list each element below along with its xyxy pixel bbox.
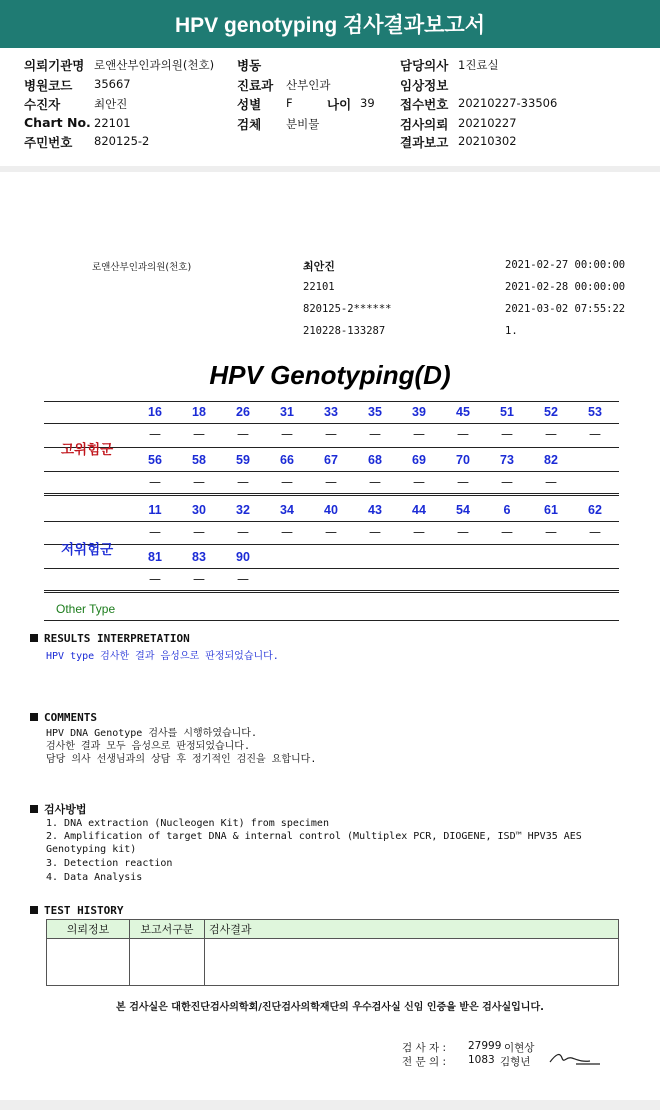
header-col1-2-label: 수진자 [24, 97, 61, 112]
genotype-result: — [149, 475, 161, 489]
grid-line [44, 493, 619, 496]
header-col3-0-value: 1진료실 [458, 58, 499, 72]
bullet-square-icon [30, 713, 38, 721]
genotype-result: — [237, 475, 249, 489]
history-col-report-type: 보고서구분 [130, 920, 205, 939]
report-title: HPV genotyping 검사결과보고서 [174, 14, 485, 37]
genotype-number: 62 [588, 503, 602, 517]
genotype-number: 11 [148, 503, 162, 517]
header-col1-3-label: Chart No. [24, 115, 91, 130]
test-history-table [46, 919, 619, 986]
genotype-result: — [281, 475, 293, 489]
genotype-result: — [589, 427, 601, 441]
genotype-number: 6 [503, 503, 511, 517]
genotype-result: — [149, 525, 161, 539]
genotype-result: — [149, 572, 161, 586]
chart-number: 22101 [303, 281, 335, 293]
genotype-number: 90 [236, 550, 250, 564]
genotype-result: — [237, 427, 249, 441]
grid-line [44, 544, 619, 545]
sequence-number: 1. [505, 325, 518, 337]
header-col1-1-value: 35667 [94, 77, 131, 91]
header-col3-3-value: 20210227 [458, 116, 517, 130]
genotype-number: 73 [500, 453, 514, 467]
report-title-bar [0, 0, 660, 48]
genotype-result: — [545, 525, 557, 539]
method-line: Genotyping kit) [46, 844, 137, 855]
clinic-name: 로앤산부인과의원(천호) [92, 262, 192, 273]
header-col3-2-value: 20210227-33506 [458, 96, 558, 110]
genotype-result: — [325, 525, 337, 539]
date-tested: 2021-02-28 00:00:00 [505, 281, 626, 293]
method-heading: 검사방법 [30, 801, 87, 817]
genotype-result: — [413, 475, 425, 489]
genotype-number: 54 [456, 503, 470, 517]
genotype-result: — [369, 525, 381, 539]
genotype-result: — [369, 427, 381, 441]
grid-line [44, 423, 619, 424]
grid-line [44, 620, 619, 621]
header-col1-4-label: 주민번호 [24, 135, 73, 150]
tester-id: 27999 [468, 1040, 502, 1052]
grid-line [44, 401, 619, 402]
genotype-result: — [501, 525, 513, 539]
grid-line [44, 447, 619, 448]
header-col3-1-label: 임상정보 [400, 78, 449, 93]
history-cell [130, 939, 205, 986]
patient-name: 최안진 [303, 260, 335, 273]
date-reported: 2021-03-02 07:55:22 [505, 303, 626, 315]
tester-role: 검 사 자 : [402, 1042, 446, 1054]
genotype-number: 16 [148, 405, 162, 419]
header-col1-1-label: 병원코드 [24, 78, 73, 93]
header-col2-3-label: 검체 [237, 117, 262, 132]
header-col2-3-value: 분비물 [286, 117, 320, 131]
tester-name: 이현상 [504, 1042, 535, 1054]
genotype-number: 66 [280, 453, 294, 467]
header-col2-1-label: 진료과 [237, 78, 274, 93]
genotype-result: — [501, 427, 513, 441]
genotype-number: 43 [368, 503, 382, 517]
history-col-request: 의뢰정보 [47, 920, 130, 939]
patient-header [0, 48, 660, 167]
low-risk-label: 저위험군 [61, 542, 114, 558]
genotype-result: — [457, 525, 469, 539]
high-risk-label: 고위험군 [61, 442, 114, 458]
genotype-result: — [237, 525, 249, 539]
genotype-result: — [281, 525, 293, 539]
bullet-square-icon [30, 805, 38, 813]
header-col1-0-label: 의뢰기관명 [24, 58, 85, 73]
bullet-square-icon [30, 906, 38, 914]
genotype-result: — [413, 525, 425, 539]
genotype-number: 18 [192, 405, 206, 419]
genotype-result: — [237, 572, 249, 586]
doctor-name: 김형년 [500, 1056, 531, 1068]
genotype-number: 45 [456, 405, 470, 419]
genotype-number: 26 [236, 405, 250, 419]
header-col1-0-value: 로앤산부인과의원(천호) [94, 58, 215, 72]
date-received: 2021-02-27 00:00:00 [505, 259, 626, 271]
header-col1-4-value: 820125-2 [94, 134, 150, 148]
genotype-result: — [193, 572, 205, 586]
genotype-result: — [457, 475, 469, 489]
genotype-number: 59 [236, 453, 250, 467]
genotype-result: — [325, 427, 337, 441]
genotype-result: — [193, 525, 205, 539]
resident-number: 820125-2****** [303, 303, 392, 315]
method-line: 4. Data Analysis [46, 872, 143, 883]
age-value: 39 [360, 96, 375, 110]
genotype-number: 44 [412, 503, 426, 517]
age-label: 나이 [327, 97, 352, 112]
genotype-number: 68 [368, 453, 382, 467]
genotype-number: 83 [192, 550, 206, 564]
header-col1-3-value: 22101 [94, 116, 131, 130]
page-bottom-bar [0, 1100, 660, 1110]
genotype-number: 70 [456, 453, 470, 467]
method-line: 3. Detection reaction [46, 858, 173, 869]
header-col1-2-value: 최안진 [94, 97, 128, 111]
genotype-result: — [457, 427, 469, 441]
header-col2-1-value: 산부인과 [286, 78, 331, 92]
genotype-number: 40 [324, 503, 338, 517]
comments-line: 검사한 결과 모두 음성으로 판정되었습니다. [46, 741, 250, 752]
header-col2-2-label: 성별 [237, 97, 262, 112]
genotype-number: 67 [324, 453, 338, 467]
genotype-number: 30 [192, 503, 206, 517]
header-divider [0, 166, 660, 172]
specimen-id: 210228-133287 [303, 325, 386, 337]
genotype-number: 39 [412, 405, 426, 419]
genotype-result: — [589, 525, 601, 539]
history-cell [47, 939, 130, 986]
grid-line [44, 590, 619, 593]
header-col3-0-label: 담당의사 [400, 58, 449, 73]
method-line: 1. DNA extraction (Nucleogen Kit) from specimen [46, 818, 329, 829]
genotype-result: — [369, 475, 381, 489]
genotype-result: — [193, 427, 205, 441]
history-col-result: 검사결과 [205, 920, 619, 939]
comments-line: HPV DNA Genotype 검사를 시행하였습니다. [46, 728, 257, 739]
accreditation-note: 본 검사실은 대한진단검사의학회/진단검사의학재단의 우수검사실 신임 인증을 받은 검사실입니다. [116, 1002, 544, 1013]
genotype-number: 32 [236, 503, 250, 517]
genotyping-title: HPV Genotyping(D) [209, 360, 451, 390]
genotype-number: 82 [544, 453, 558, 467]
grid-line [44, 471, 619, 472]
genotype-result: — [281, 427, 293, 441]
genotype-number: 61 [544, 503, 558, 517]
other-type-label: Other Type [56, 602, 116, 616]
genotype-result: — [501, 475, 513, 489]
genotype-number: 81 [148, 550, 162, 564]
history-heading: TEST HISTORY [30, 904, 123, 917]
genotype-result: — [545, 475, 557, 489]
genotype-number: 33 [324, 405, 338, 419]
history-cell [205, 939, 619, 986]
signature-icon [548, 1048, 602, 1070]
header-col3-4-value: 20210302 [458, 134, 517, 148]
results-text: HPV type 검사한 결과 음성으로 판정되었습니다. [46, 651, 279, 662]
genotype-number: 53 [588, 405, 602, 419]
bullet-square-icon [30, 634, 38, 642]
genotype-number: 34 [280, 503, 294, 517]
header-col2-0-label: 병동 [237, 58, 262, 73]
genotype-number: 58 [192, 453, 206, 467]
header-col3-4-label: 결과보고 [400, 135, 449, 150]
comments-line: 담당 의사 선생님과의 상담 후 정기적인 검진을 요합니다. [46, 754, 317, 765]
genotype-number: 69 [412, 453, 426, 467]
genotype-number: 31 [280, 405, 294, 419]
comments-heading: COMMENTS [30, 711, 97, 724]
genotype-result: — [325, 475, 337, 489]
grid-line [44, 521, 619, 522]
genotype-result: — [545, 427, 557, 441]
genotype-number: 56 [148, 453, 162, 467]
genotype-number: 52 [544, 405, 558, 419]
doctor-role: 전 문 의 : [402, 1056, 446, 1068]
doctor-id: 1083 [468, 1054, 495, 1066]
header-col3-3-label: 검사의뢰 [400, 117, 449, 132]
genotype-number: 35 [368, 405, 382, 419]
header-col2-2-value: F [286, 96, 293, 110]
results-heading: RESULTS INTERPRETATION [30, 632, 190, 645]
genotype-result: — [413, 427, 425, 441]
genotype-number: 51 [500, 405, 514, 419]
grid-line [44, 568, 619, 569]
genotype-result: — [193, 475, 205, 489]
header-col3-2-label: 접수번호 [400, 97, 449, 112]
genotype-result: — [149, 427, 161, 441]
method-line: 2. Amplification of target DNA & internal control (Multiplex PCR, DIOGENE, ISD™ HPV35 AES [46, 831, 582, 842]
